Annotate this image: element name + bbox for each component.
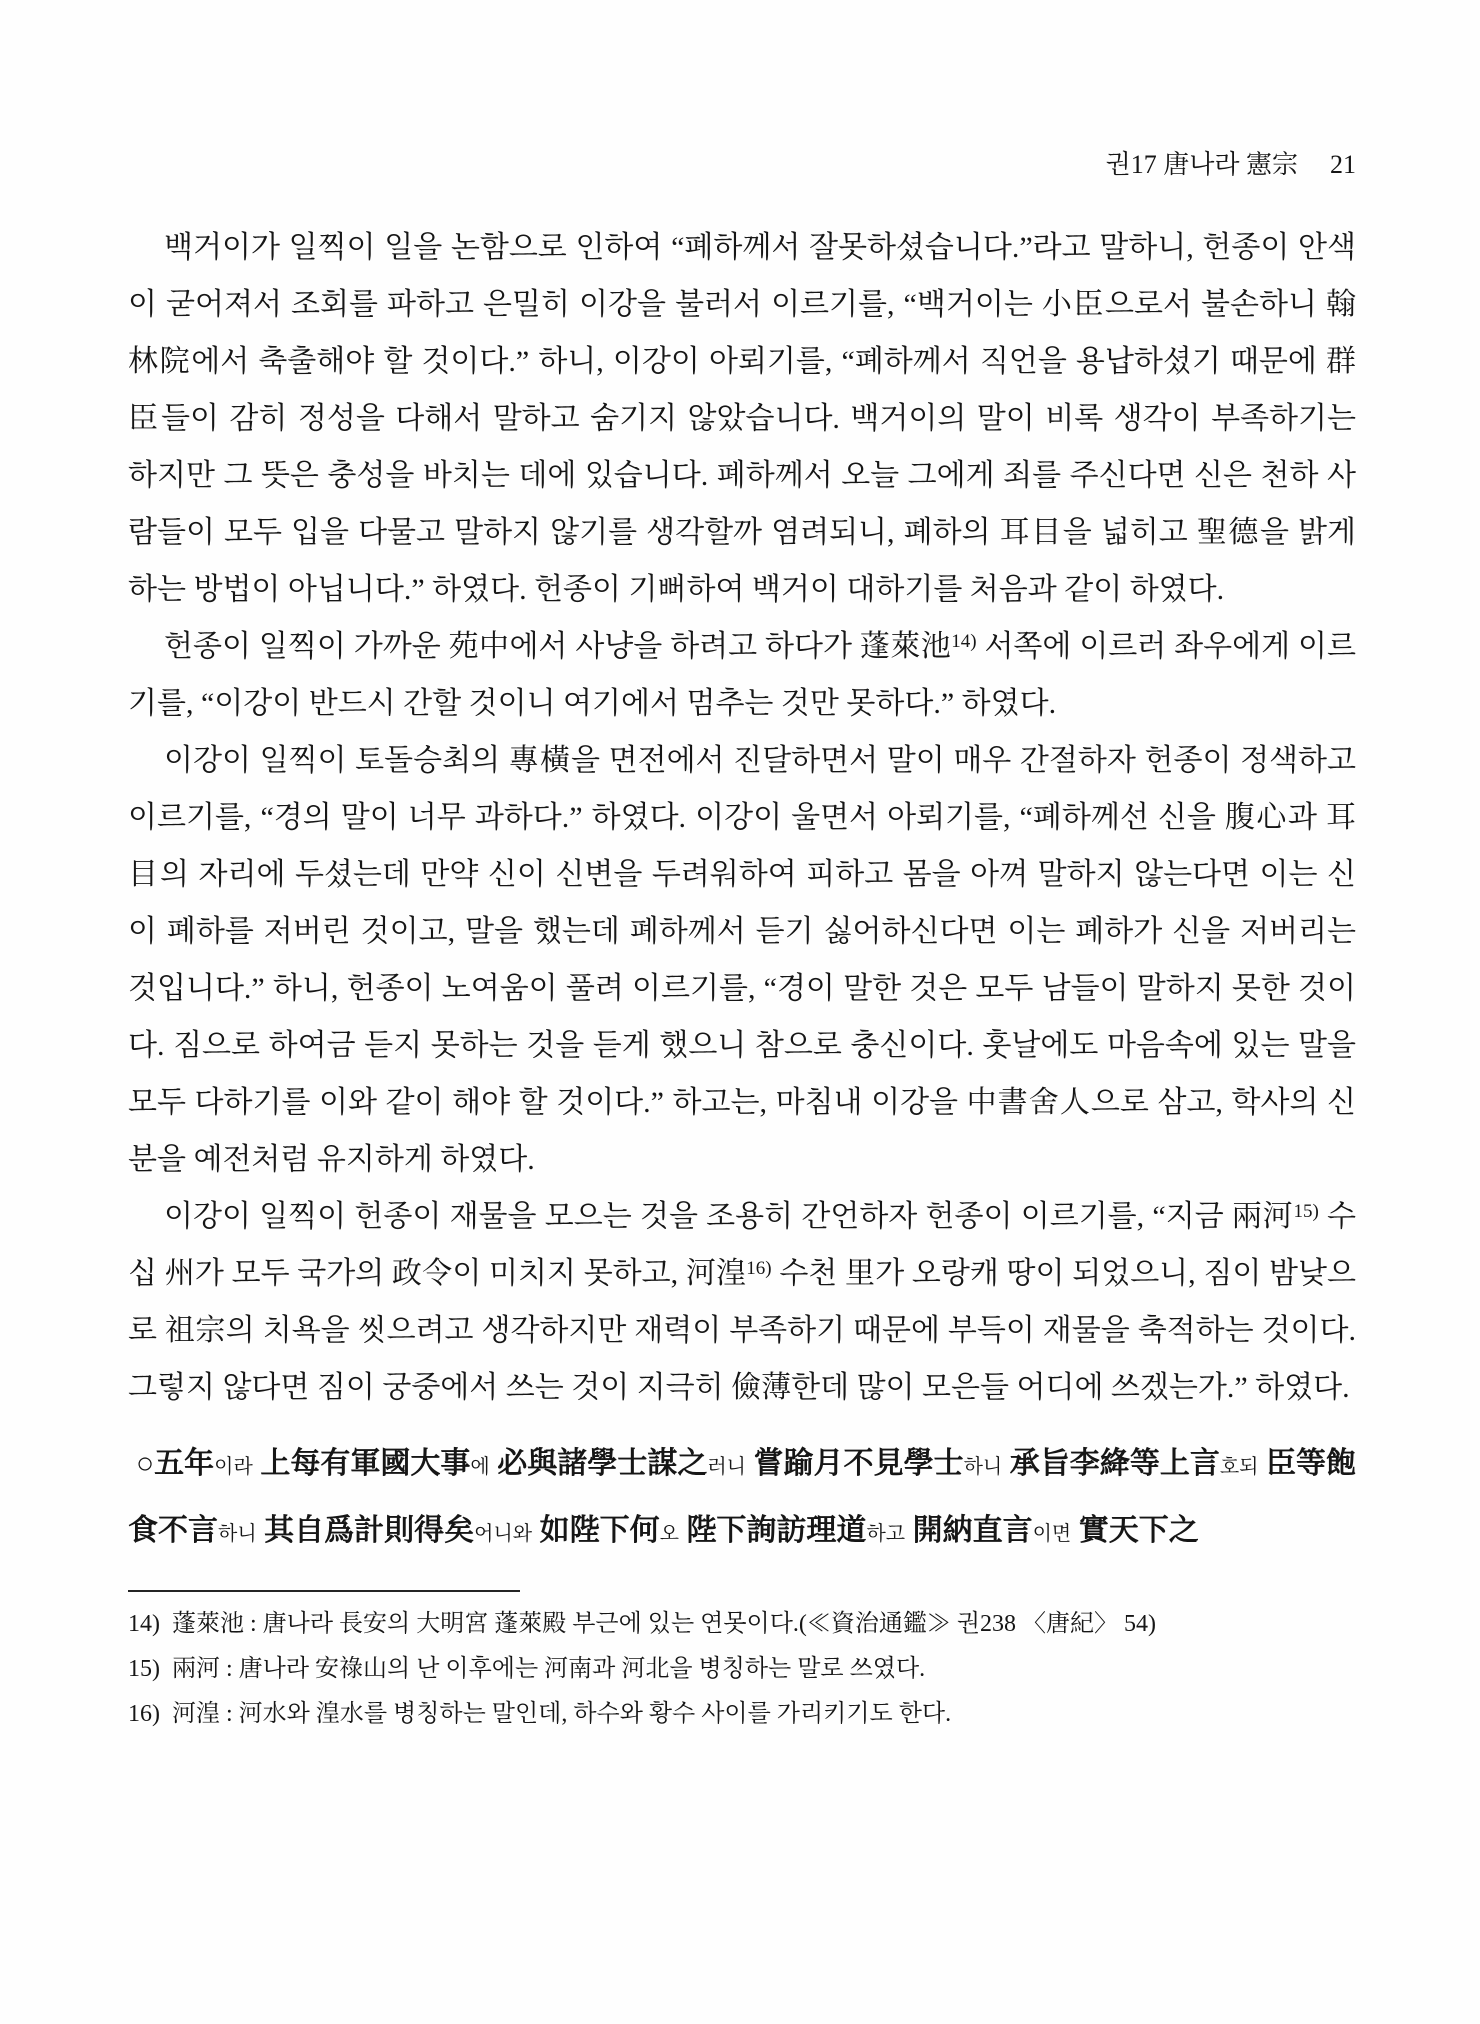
footnote-text: 蓬萊池 : 唐나라 長安의 大明宮 蓬萊殿 부근에 있는 연못이다.(≪資治通鑑≫ 권238 〈唐紀〉 54) xyxy=(172,1611,1157,1637)
footnote-separator xyxy=(128,1590,520,1592)
footnotes xyxy=(128,1602,1356,1737)
footnote-number: 16) xyxy=(128,1701,160,1727)
footnote-text: 河湟 : 河水와 湟水를 병칭하는 말인데, 하수와 황수 사이를 가리키기도 한다. xyxy=(172,1701,952,1727)
footnote-text: 兩河 : 唐나라 安祿山의 난 이후에는 河南과 河北을 병칭하는 말로 쓰였다. xyxy=(172,1656,926,1682)
footnote-number: 15) xyxy=(128,1656,160,1682)
hanmun-paragraph: ○五年이라 上每有軍國大事에 必與諸學士謀之러니 嘗踰月不見學士하니 承旨李絳等上言호되 臣等飽食不言하니 其自爲計則得矣어니와 如陛下何오 陛下詢訪理道하고 開納直言이면 實天下之 xyxy=(128,1447,1357,1547)
footnote-item xyxy=(128,1647,1356,1692)
footnote-item xyxy=(128,1602,1356,1647)
footnote-item xyxy=(128,1692,1356,1737)
body-text xyxy=(128,219,1356,1737)
paragraph-igang-remonstrance: 이강이 일찍이 토돌승최의 專橫을 면전에서 진달하면서 말이 매우 간절하자 헌종이 정색하고 이르기를, “경의 말이 너무 과하다.” 하였다. 이강이 울면서 아뢰기를, “폐하께선 신을 腹心과 耳目의 자리에 두셨는데 만약 신이 신변을 두려워하여 피하고 몸을 아껴 말하지 않는다면 이는 신이 폐하를 저버린 것이고, 말을 했는데 폐하께서 듣기 싫어하신다면 이는 폐하가 신을 저버리는 것입니다.” 하니, 헌종이 노여움이 풀려 이르기를, “경이 말한 것은 모두 남들이 말하지 못한 것이다. 짐으로 하여금 듣지 못하는 것을 듣게 했으니 참으로 충신이다. 훗날에도 마음속에 있는 말을 모두 다하기를 이와 같이 해야 할 것이다.” 하고는, 마침내 이강을 中書舍人으로 삼고, 학사의 신분을 예전처럼 유지하게 하였다. xyxy=(128,744,1356,1176)
footnote-number: 14) xyxy=(128,1611,160,1637)
paragraph-igang-wealth: 이강이 일찍이 헌종이 재물을 모으는 것을 조용히 간언하자 헌종이 이르기를, “지금 兩河$^{15)}$ 수십 州가 모두 국가의 政令이 미치지 못하고, 河湟$^{16)}$ 수천 里가 오랑캐 땅이 되었으니, 짐이 밤낮으로 祖宗의 치욕을 씻으려고 생각하지만 재력이 부족하기 때문에 부득이 재물을 축적하는 것이다. 그렇지 않다면 짐이 궁중에서 쓰는 것이 지극히 儉薄한데 많이 모은들 어디에 쓰겠는가.” 하였다. xyxy=(128,1200,1356,1404)
paragraph-bongnaeji: 헌종이 일찍이 가까운 苑中에서 사냥을 하려고 하다가 蓬萊池$^{14)}$ 서쪽에 이르러 좌우에게 이르기를, “이강이 반드시 간할 것이니 여기에서 멈추는 것만 못하다.” 하였다. xyxy=(128,630,1356,720)
page-number: 21 xyxy=(1330,150,1356,179)
paragraph-baekgeoi: 백거이가 일찍이 일을 논함으로 인하여 “폐하께서 잘못하셨습니다.”라고 말하니, 헌종이 안색이 굳어져서 조회를 파하고 은밀히 이강을 불러서 이르기를, “백거이는 小臣으로서 불손하니 翰林院에서 축출해야 할 것이다.” 하니, 이강이 아뢰기를, “폐하께서 직언을 용납하셨기 때문에 群臣들이 감히 정성을 다해서 말하고 숨기지 않았습니다. 백거이의 말이 비록 생각이 부족하기는 하지만 그 뜻은 충성을 바치는 데에 있습니다. 폐하께서 오늘 그에게 죄를 주신다면 신은 천하 사람들이 모두 입을 다물고 말하지 않기를 생각할까 염려되니, 폐하의 耳目을 넓히고 聖德을 밝게 하는 방법이 아닙니다.” 하였다. 헌종이 기뻐하여 백거이 대하기를 처음과 같이 하였다. xyxy=(128,231,1356,606)
running-head xyxy=(128,150,1356,180)
chapter-title: 권17 唐나라 憲宗 xyxy=(1105,150,1298,179)
